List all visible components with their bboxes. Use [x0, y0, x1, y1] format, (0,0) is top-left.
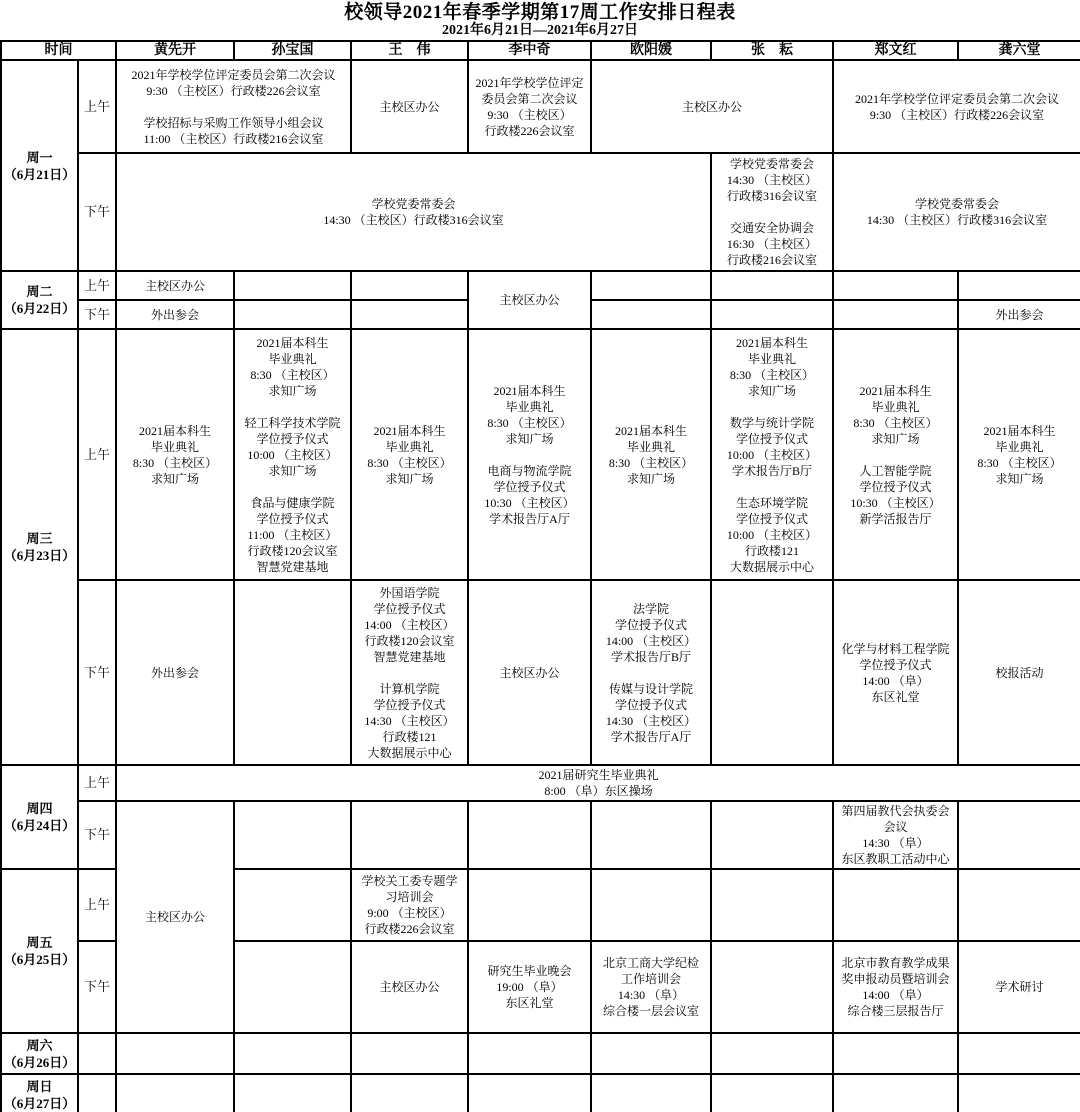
cell-line: 学校党委常委会: [914, 197, 999, 211]
empty-cell: [351, 1074, 468, 1112]
cell-line: [712, 399, 832, 415]
cell-line: [469, 447, 590, 463]
table-row: [1, 153, 1080, 271]
event-cell: [711, 153, 833, 271]
event-cell: [833, 329, 958, 580]
cell-line: 周日: [26, 1078, 53, 1094]
event-cell: [234, 329, 351, 580]
cell-line: 东区教职工活动中心: [841, 852, 950, 866]
cell-line: 学术报告厅B厅: [610, 649, 691, 664]
cell-line: 行政楼226会议室: [484, 123, 575, 138]
event-cell: [116, 765, 1080, 801]
cell-line: 14:30 （主校区）: [726, 173, 818, 187]
cell-line: 毕业典礼: [268, 351, 317, 366]
event-cell: [351, 941, 468, 1033]
cell-line: 学校招标与采购工作领导小组会议: [143, 115, 324, 130]
empty-cell: [958, 869, 1080, 941]
period-cell: [78, 869, 116, 941]
cell-line: 外出参会: [995, 307, 1044, 322]
event-cell: [116, 60, 351, 153]
event-cell: [116, 271, 234, 300]
empty-cell: [711, 1074, 833, 1112]
cell-line: 求知广场: [871, 431, 920, 446]
event-cell: [958, 300, 1080, 329]
table-row: [1, 580, 1080, 765]
cell-line: 数学与统计学院: [729, 415, 814, 430]
cell-line: 学位授予仪式: [373, 697, 446, 712]
cell-line: 学术报告厅B厅: [731, 463, 812, 478]
day-cell: [1, 1033, 78, 1074]
cell-line: 学位授予仪式: [859, 657, 932, 672]
cell-line: 主校区办公: [499, 293, 560, 307]
cell-line: 8:30 （主校区）: [977, 455, 1062, 470]
empty-cell: [711, 1033, 833, 1074]
cell-line: 毕业典礼: [505, 399, 554, 414]
event-cell: [958, 329, 1080, 580]
empty-cell: [711, 300, 833, 329]
cell-line: 14:30 （阜）: [862, 836, 929, 850]
event-cell: [711, 329, 833, 580]
cell-line: 8:30 （主校区）: [853, 415, 938, 430]
cell-line: 14:30 （阜）: [617, 988, 685, 1002]
cell-line: （6月22日）: [3, 301, 76, 316]
empty-cell: [833, 869, 958, 941]
header-time-cell: 时间: [1, 41, 116, 60]
cell-line: 研究生毕业晚会: [487, 964, 572, 978]
cell-line: 化学与材料工程学院: [841, 641, 950, 656]
cell-line: 2021年学校学位评定: [475, 75, 584, 90]
cell-line: 8:30 （主校区）: [487, 415, 572, 430]
cell-line: 学位授予仪式: [859, 479, 932, 494]
cell-line: 计算机学院: [379, 681, 440, 696]
cell-line: 学校党委常委会: [371, 197, 456, 211]
cell-line: 2021届本科生: [859, 383, 932, 398]
schedule-table: [0, 40, 1080, 1112]
cell-line: 学位授予仪式: [614, 617, 687, 632]
cell-line: （6月27日）: [3, 1095, 76, 1111]
cell-line: 8:30 （主校区）: [729, 367, 815, 382]
cell-line: 学校党委常委会: [729, 157, 814, 171]
empty-cell: [958, 1074, 1080, 1112]
cell-line: 上午: [83, 98, 110, 114]
table-row: [1, 329, 1080, 580]
cell-line: 校报活动: [995, 665, 1044, 680]
cell-line: 14:30 （主校区）行政楼316会议室: [866, 213, 1048, 227]
empty-cell: [351, 801, 468, 869]
event-cell: [116, 153, 711, 271]
cell-line: [235, 399, 350, 415]
period-cell: [78, 1033, 116, 1074]
event-cell: [351, 60, 468, 153]
cell-line: 生态环境学院: [735, 495, 808, 510]
event-cell: [351, 869, 468, 941]
header-person-cell: 郑文红: [833, 41, 958, 60]
cell-line: 8:30 （主校区）: [608, 455, 694, 470]
cell-line: 9:30 （主校区）: [487, 107, 572, 122]
cell-line: [235, 479, 350, 495]
cell-line: （6月23日）: [3, 548, 76, 563]
header-person-cell: 龚六堂: [958, 41, 1080, 60]
cell-line: 求知广场: [150, 471, 199, 486]
cell-line: 周四: [26, 801, 53, 816]
empty-cell: [591, 300, 711, 329]
empty-cell: [234, 941, 351, 1033]
cell-line: 主校区办公: [499, 665, 560, 680]
cell-line: 综合楼三层报告厅: [847, 1004, 944, 1018]
event-cell: [833, 801, 958, 869]
event-cell: [468, 271, 591, 329]
cell-line: 10:00 （主校区）: [726, 527, 818, 542]
event-cell: [116, 300, 234, 329]
cell-line: 电商与物流学院: [487, 463, 572, 478]
empty-cell: [591, 1033, 711, 1074]
cell-line: 毕业典礼: [626, 439, 675, 454]
period-cell: [78, 1074, 116, 1112]
event-cell: [958, 941, 1080, 1033]
cell-line: 北京市教育教学成果: [841, 956, 950, 970]
cell-line: 14:00 （主校区）: [605, 633, 697, 648]
cell-line: 14:00 （阜）: [862, 988, 929, 1002]
cell-line: 求知广场: [268, 463, 317, 478]
cell-line: 11:00 （主校区）行政楼216会议室: [143, 131, 324, 146]
cell-line: 10:30 （主校区）: [484, 495, 575, 510]
cell-line: （6月24日）: [3, 818, 76, 833]
cell-line: 毕业典礼: [150, 439, 199, 454]
cell-line: 学位授予仪式: [735, 431, 808, 446]
cell-line: 14:30 （主校区）行政楼316会议室: [323, 213, 504, 227]
cell-line: 2021年学校学位评定委员会第二次会议: [131, 67, 336, 82]
cell-line: 学术研讨: [995, 980, 1044, 994]
cell-line: 19:00 （阜）: [496, 980, 563, 994]
cell-line: 综合楼一层会议室: [602, 1004, 699, 1018]
period-cell: [78, 801, 116, 869]
cell-line: 9:00 （主校区）: [367, 906, 452, 920]
cell-line: 毕业典礼: [385, 439, 434, 454]
empty-cell: [116, 1033, 234, 1074]
cell-line: 上午: [83, 775, 110, 790]
cell-line: 学位授予仪式: [493, 479, 566, 494]
cell-line: 习培训会: [385, 890, 434, 904]
period-cell: [78, 60, 116, 153]
empty-cell: [711, 941, 833, 1033]
cell-line: 外国语学院: [379, 585, 440, 600]
cell-line: 东区礼堂: [505, 996, 554, 1010]
event-cell: [833, 153, 1080, 271]
cell-line: [117, 99, 350, 115]
cell-line: 交通安全协调会: [729, 221, 814, 235]
cell-line: 学术报告厅A厅: [489, 511, 570, 526]
cell-line: 外出参会: [150, 307, 199, 322]
event-cell: [591, 329, 711, 580]
cell-line: 周三: [26, 531, 53, 546]
header-person-cell: 张 耘: [711, 41, 833, 60]
cell-line: 行政楼120会议室: [247, 543, 338, 558]
period-cell: [78, 329, 116, 580]
header-row: [1, 41, 1080, 60]
cell-line: 求知广场: [995, 471, 1044, 486]
cell-line: 8:30 （主校区）: [132, 455, 218, 470]
cell-line: 行政楼121: [382, 729, 437, 744]
empty-cell: [468, 869, 591, 941]
cell-line: 周一: [26, 149, 53, 165]
empty-cell: [591, 1074, 711, 1112]
cell-line: 周五: [26, 935, 53, 950]
period-cell: [78, 580, 116, 765]
period-cell: [78, 153, 116, 271]
cell-line: [352, 665, 467, 681]
table-row: [1, 60, 1080, 153]
day-cell: [1, 329, 78, 765]
empty-cell: [958, 1033, 1080, 1074]
period-cell: [78, 300, 116, 329]
cell-line: 8:00 （阜）东区操场: [544, 784, 653, 798]
table-row: [1, 1033, 1080, 1074]
cell-line: 行政楼226会议室: [364, 922, 455, 936]
table-row: [1, 801, 1080, 869]
event-cell: [468, 60, 591, 153]
event-cell: [591, 60, 833, 153]
cell-line: 求知广场: [626, 471, 675, 486]
cell-line: 10:30 （主校区）: [850, 495, 941, 510]
cell-line: [712, 479, 832, 495]
cell-line: 2021年学校学位评定委员会第二次会议: [854, 91, 1059, 106]
period-cell: [78, 941, 116, 1033]
cell-line: 8:30 （主校区）: [250, 367, 335, 382]
event-cell: [468, 580, 591, 765]
empty-cell: [833, 271, 958, 300]
header-person-cell: 黄先开: [116, 41, 234, 60]
cell-line: 学位授予仪式: [614, 697, 687, 712]
cell-line: 求知广场: [505, 431, 554, 446]
empty-cell: [351, 1033, 468, 1074]
cell-line: 14:00 （主校区）: [364, 617, 455, 632]
cell-line: 学位授予仪式: [256, 431, 329, 446]
cell-line: 大数据展示中心: [367, 745, 452, 760]
empty-cell: [711, 271, 833, 300]
cell-line: 会议: [883, 820, 908, 834]
table-row: [1, 765, 1080, 801]
empty-cell: [234, 869, 351, 941]
empty-cell: [116, 1074, 234, 1112]
cell-line: 2021届本科生: [256, 335, 329, 350]
cell-line: 主校区办公: [144, 278, 205, 293]
cell-line: 2021届本科生: [493, 383, 566, 398]
cell-line: 主校区办公: [379, 99, 440, 114]
cell-line: 11:00 （主校区）: [247, 527, 338, 542]
event-cell: [116, 329, 234, 580]
empty-cell: [591, 801, 711, 869]
empty-cell: [234, 801, 351, 869]
cell-line: （6月25日）: [3, 952, 76, 967]
cell-line: 外出参会: [150, 665, 199, 680]
event-cell: [591, 580, 711, 765]
empty-cell: [711, 801, 833, 869]
cell-line: 北京工商大学纪检: [602, 956, 699, 970]
cell-line: 周六: [26, 1037, 53, 1053]
cell-line: 人工智能学院: [859, 463, 932, 478]
event-cell: [833, 60, 1080, 153]
cell-line: 9:30 （主校区）行政楼226会议室: [146, 83, 321, 98]
cell-line: [592, 665, 710, 681]
cell-line: 新学活报告厅: [859, 511, 932, 526]
day-cell: [1, 869, 78, 1033]
header-person-cell: 孙宝国: [234, 41, 351, 60]
cell-line: 8:30 （主校区）: [367, 455, 452, 470]
cell-line: 学校关工委专题学: [361, 874, 458, 888]
event-cell: [833, 941, 958, 1033]
day-cell: [1, 765, 78, 869]
cell-line: 周二: [26, 284, 53, 299]
cell-line: 行政楼316会议室: [726, 189, 817, 203]
cell-line: （6月21日）: [3, 166, 76, 182]
cell-line: 上午: [83, 446, 110, 462]
period-cell: [78, 765, 116, 801]
cell-line: 14:00 （阜）: [862, 673, 929, 688]
day-cell: [1, 60, 78, 271]
event-cell: [116, 580, 234, 765]
empty-cell: [234, 1074, 351, 1112]
cell-line: 主校区办公: [681, 99, 742, 114]
event-cell: [833, 580, 958, 765]
cell-line: 16:30 （主校区）: [726, 237, 818, 251]
empty-cell: [833, 1033, 958, 1074]
cell-line: 求知广场: [747, 383, 796, 398]
cell-line: 行政楼120会议室: [364, 633, 455, 648]
cell-line: 大数据展示中心: [729, 559, 814, 574]
empty-cell: [591, 869, 711, 941]
cell-line: 行政楼216会议室: [726, 253, 817, 267]
empty-cell: [958, 271, 1080, 300]
cell-line: 求知广场: [385, 471, 434, 486]
cell-line: 法学院: [632, 601, 669, 616]
cell-line: 第四届教代会执委会: [841, 804, 950, 818]
empty-cell: [234, 300, 351, 329]
cell-line: 主校区办公: [144, 910, 205, 924]
event-cell: [468, 329, 591, 580]
cell-line: 9:30 （主校区）行政楼226会议室: [869, 107, 1045, 122]
cell-line: 14:30 （主校区）: [364, 713, 455, 728]
cell-line: 2021届本科生: [735, 335, 808, 350]
empty-cell: [234, 1033, 351, 1074]
cell-line: 上午: [83, 277, 110, 293]
header-person-cell: 欧阳媛: [591, 41, 711, 60]
event-cell: [116, 801, 234, 1033]
event-cell: [351, 329, 468, 580]
empty-cell: [958, 801, 1080, 869]
day-cell: [1, 1074, 78, 1112]
empty-cell: [591, 271, 711, 300]
cell-line: 毕业典礼: [747, 351, 796, 366]
empty-cell: [234, 271, 351, 300]
cell-line: 下午: [83, 204, 110, 219]
empty-cell: [468, 1033, 591, 1074]
header-person-cell: 王 伟: [351, 41, 468, 60]
cell-line: 食品与健康学院: [250, 495, 335, 510]
cell-line: 下午: [83, 306, 110, 322]
empty-cell: [468, 801, 591, 869]
event-cell: [958, 580, 1080, 765]
cell-line: 智慧党建基地: [256, 559, 329, 574]
empty-cell: [351, 271, 468, 300]
cell-line: 下午: [83, 827, 110, 842]
table-row: [1, 1074, 1080, 1112]
cell-line: 2021届本科生: [614, 423, 687, 438]
empty-cell: [468, 1074, 591, 1112]
event-cell: [351, 580, 468, 765]
cell-line: 学位授予仪式: [735, 511, 808, 526]
cell-line: 上午: [83, 897, 110, 912]
event-cell: [468, 941, 591, 1033]
cell-line: 14:30 （主校区）: [605, 713, 697, 728]
cell-line: 学位授予仪式: [256, 511, 329, 526]
cell-line: 学位授予仪式: [373, 601, 446, 616]
cell-line: 求知广场: [268, 383, 317, 398]
cell-line: 2021届研究生毕业典礼: [538, 768, 659, 782]
cell-line: 10:00 （主校区）: [247, 447, 338, 462]
cell-line: 10:00 （主校区）: [726, 447, 818, 462]
cell-line: 工作培训会: [620, 972, 681, 986]
page-title: 校领导2021年春季学期第17周工作安排日程表: [344, 2, 736, 23]
cell-line: 行政楼121: [744, 543, 799, 558]
cell-line: （6月26日）: [3, 1054, 76, 1070]
table-row: [1, 271, 1080, 300]
cell-line: [834, 447, 957, 463]
empty-cell: [711, 580, 833, 765]
cell-line: 下午: [83, 664, 110, 680]
empty-cell: [711, 869, 833, 941]
cell-line: [712, 204, 832, 220]
cell-line: 2021届本科生: [138, 423, 211, 438]
cell-line: 2021届本科生: [983, 423, 1056, 438]
day-cell: [1, 271, 78, 329]
page-subtitle: 2021年6月21日—2021年6月27日: [442, 23, 638, 38]
event-cell: [591, 941, 711, 1033]
cell-line: 东区礼堂: [871, 689, 920, 704]
cell-line: 毕业典礼: [995, 439, 1044, 454]
header-person-cell: 李中奇: [468, 41, 591, 60]
empty-cell: [833, 1074, 958, 1112]
cell-line: 毕业典礼: [871, 399, 920, 414]
cell-line: 主校区办公: [379, 980, 440, 994]
cell-line: 传媒与设计学院: [608, 681, 693, 696]
cell-line: 奖申报动员暨培训会: [841, 972, 950, 986]
cell-line: 委员会第二次会议: [481, 91, 578, 106]
cell-line: 2021届本科生: [373, 423, 446, 438]
empty-cell: [234, 580, 351, 765]
schedule-body: [1, 60, 1080, 1112]
cell-line: 下午: [83, 979, 110, 994]
period-cell: [78, 271, 116, 300]
empty-cell: [351, 300, 468, 329]
cell-line: 学术报告厅A厅: [610, 729, 692, 744]
empty-cell: [833, 300, 958, 329]
cell-line: 智慧党建基地: [373, 649, 446, 664]
cell-line: 轻工科学技术学院: [244, 415, 341, 430]
